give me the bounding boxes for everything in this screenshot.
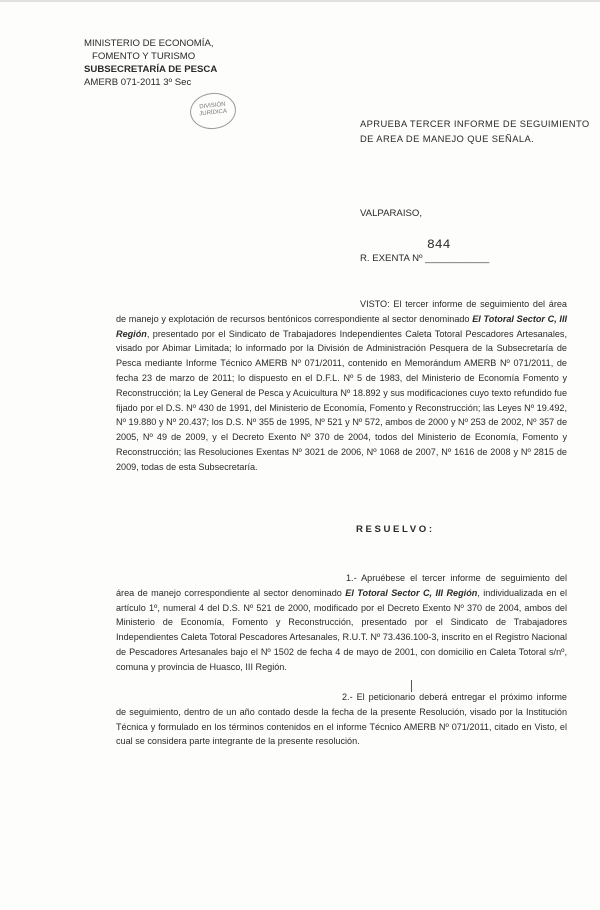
resolution-topic: APRUEBA TERCER INFORME DE SEGUIMIENTO DE AREA DE MANEJO QUE SEÑALA. [360, 118, 590, 144]
article-2-paragraph [116, 690, 567, 749]
letterhead-ministry: MINISTERIO DE ECONOMÍA, [84, 38, 214, 49]
visto-text-b: , presentado por el Sindicato de Trabajadores Independientes Caleta Totoral Pescadores Artesanales, visado por Abimar Limitada; lo informado por la División de Administración Pesquera de la Subsecretaría de Pesca mediante Informe Técnico AMERB Nº 071/2011, contenido en Memorándum AMERB Nº 071/2011, de fecha 23 de marzo de 2011; lo dispuesto en el D.F.L. Nº 5 de 1983, del Ministerio de Economía Fomento y Reconstrucción; la Ley General de Pesca y Acuicultura Nº 18.892 y sus modificaciones cuyo texto refundido fue fijado por el D.S. Nº 430 de 1991, del Ministerio de Economía, Fomento y Reconstrucción; las Leyes Nº 19.492, Nº 19.880 y Nº 20.437; los D.S. Nº 355 de 1995, Nº 521 y Nº 572, ambos de 2000 y Nº 253 de 2002, Nº 357 de 2005, Nº 49 de 2009, y el Decreto Exento Nº 370 de 2004, todos del Ministerio de Economía, Fomento y Reconstrucción; las Resoluciones Exentas Nº 3021 de 2006, Nº 1068 de 2007, Nº 1616 de 2008 y Nº 2815 de 2009, todas de esta Subsecretaría. [116, 328, 567, 472]
resolution-label: R. EXENTA Nº ____________ [360, 253, 490, 264]
letterhead [84, 37, 217, 89]
article-1-text-b: , individualizada en el artículo 1º, numeral 4 del D.S. Nº 521 de 2000, modificado por el Decreto Exento Nº 370 de 2004, ambos del Ministerio de Economía, Fomento y Reconstrucción, presentado por el Sindicato de Trabajadores Independientes Caleta Totoral Pescadores Artesanales, R.U.T. Nº 73.436.100-3, inscrito en el Registro Nacional de Pescadores Artesanales bajo el Nº 1502 de fecha 4 de mayo de 2001, con domicilio en Caleta Totoral s/nº, comuna y provincia de Huasco, III Región. [116, 587, 567, 672]
resuelvo-heading: RESUELVO: [356, 524, 435, 535]
division-stamp [188, 91, 238, 132]
article-1-text-a: 1.- Apruébese el tercer informe de seguimiento del área de manejo correspondiente al sector denominado [116, 573, 567, 598]
article-1-paragraph [116, 571, 567, 675]
article-2-text: 2.- El peticionario deberá entregar el próximo informe de seguimiento, dentro de un año contado desde la fecha de la presente Resolución, visado por la Institución Técnica y formulado en los términos contenidos en el informe Técnico AMERB Nº 071/2011, citado en Visto, el cual se considera parte integrante de la presente resolución. [116, 692, 567, 747]
scan-edge [0, 0, 600, 2]
stamp-text: DIVISIÓN JURÍDICA [199, 101, 228, 118]
letterhead-subsecretaria: SUBSECRETARÍA DE PESCA [84, 64, 218, 75]
visto-sector-name: El Totoral Sector C, III Región [116, 313, 567, 339]
visto-text-a: VISTO: El tercer informe de seguimiento del área de manejo y explotación de recursos bentónicos correspondiente al sector denominado [116, 299, 567, 324]
letterhead-ministry-cont: FOMENTO Y TURISMO [92, 51, 196, 62]
resolution-number: 844 [427, 237, 451, 252]
article-1-sector-name: El Totoral Sector C, III Región [345, 587, 478, 598]
city-date-line: VALPARAISO, [360, 208, 423, 219]
visto-paragraph [116, 297, 567, 475]
letterhead-reference: AMERB 071-2011 3º Sec [84, 77, 192, 88]
